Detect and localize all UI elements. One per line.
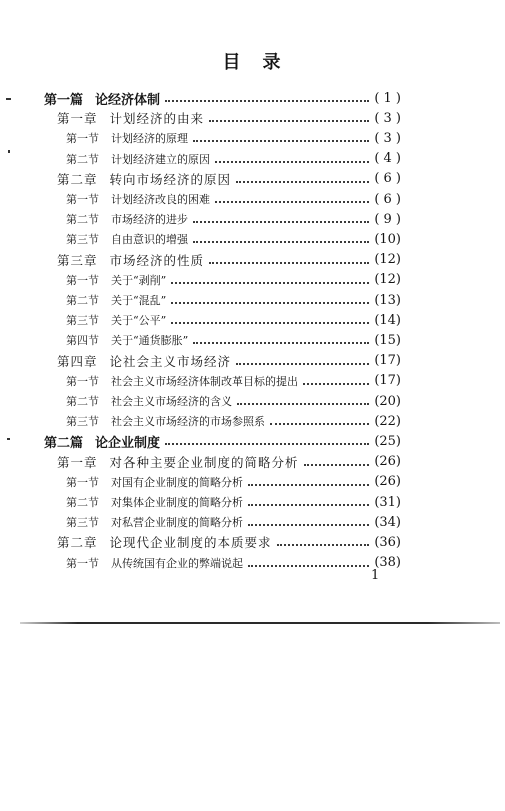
toc-entry bbox=[57, 250, 401, 270]
toc-leader-dots bbox=[248, 553, 369, 567]
toc-entry-page: (36) bbox=[374, 534, 401, 550]
toc-leader-dots bbox=[171, 310, 369, 324]
toc-leader-dots bbox=[171, 270, 369, 284]
toc-entry-label: 第一节 bbox=[66, 475, 99, 489]
toc-entry-label: 第四节 bbox=[66, 334, 99, 348]
toc-leader-dots bbox=[193, 209, 369, 223]
toc-entry bbox=[57, 169, 401, 189]
toc-entry bbox=[66, 149, 401, 169]
toc-entry-title: 关于“公平” bbox=[111, 314, 167, 328]
toc-entry-label: 第二节 bbox=[66, 294, 99, 307]
toc-entry-page: ( 3 ) bbox=[374, 110, 401, 126]
toc-entry-title: 论社会主义市场经济 bbox=[109, 353, 232, 369]
toc-leader-dots bbox=[193, 128, 369, 142]
toc-entry bbox=[66, 270, 401, 290]
toc-entry bbox=[44, 88, 401, 108]
toc-entry-title: 市场经济的进步 bbox=[111, 213, 188, 227]
toc-entry bbox=[66, 229, 401, 249]
toc-entry bbox=[66, 492, 401, 512]
toc-entry-page: ( 3 ) bbox=[374, 130, 401, 146]
scan-speck bbox=[8, 150, 10, 153]
toc-entry-label: 第一节 bbox=[66, 193, 99, 206]
toc-entry-title: 从传统国有企业的弊端说起 bbox=[111, 556, 243, 570]
toc-entry-title: 对各种主要企业制度的简略分析 bbox=[109, 454, 299, 470]
toc-entry-label: 第二节 bbox=[66, 496, 99, 509]
toc-entry-page: (10) bbox=[374, 231, 401, 247]
toc-entry-page: ( 9 ) bbox=[374, 211, 401, 227]
toc-entry bbox=[66, 472, 401, 492]
toc-leader-dots bbox=[237, 391, 369, 405]
toc-entry-title: 论现代企业制度的本质要求 bbox=[109, 535, 272, 551]
toc-entry-label: 第一节 bbox=[66, 374, 99, 388]
scan-speck bbox=[7, 438, 10, 440]
toc-entry-title: 计划经济的由来 bbox=[109, 111, 205, 127]
toc-entry-label: 第二节 bbox=[66, 395, 99, 408]
toc-entry bbox=[57, 108, 401, 128]
toc-entry-page: (12) bbox=[374, 272, 401, 288]
toc-entry-label: 第二章 bbox=[57, 535, 98, 551]
toc-entry-page: (26) bbox=[374, 474, 401, 490]
toc-entry-page: (12) bbox=[374, 252, 401, 268]
toc-entry-title: 计划经济建立的原因 bbox=[111, 152, 210, 166]
toc-leader-dots bbox=[270, 411, 369, 425]
toc-entry-label: 第二章 bbox=[57, 171, 98, 187]
toc-entry-page: (31) bbox=[374, 494, 401, 510]
toc-entry-page: ( 6 ) bbox=[374, 191, 401, 207]
toc-entry bbox=[57, 532, 401, 552]
toc-entry-label: 第一节 bbox=[66, 273, 99, 287]
toc-entry-page: (34) bbox=[374, 514, 401, 530]
toc-entry bbox=[66, 391, 401, 411]
toc-leader-dots bbox=[215, 149, 369, 163]
toc-entry-label: 第一章 bbox=[57, 111, 98, 127]
toc-entry-title: 论经济体制 bbox=[95, 92, 161, 108]
page-title: 目 录 bbox=[222, 52, 283, 73]
toc-leader-dots bbox=[209, 108, 369, 122]
toc-entry-label: 第二篇 bbox=[44, 435, 84, 451]
toc-entry-label: 第一节 bbox=[66, 132, 99, 146]
toc-entry-page: (15) bbox=[374, 332, 401, 348]
toc-entry-title: 关于“通货膨胀” bbox=[111, 334, 189, 348]
toc-entry bbox=[66, 371, 401, 391]
toc-entry bbox=[57, 452, 401, 472]
toc-entry bbox=[66, 189, 401, 209]
toc-leader-dots bbox=[248, 472, 369, 486]
toc-entry-page: (25) bbox=[374, 433, 401, 449]
scan-speck bbox=[6, 98, 11, 100]
toc-entry-title: 社会主义市场经济的含义 bbox=[111, 395, 232, 408]
toc-entry-title: 关于“剥削” bbox=[111, 273, 167, 287]
toc-entry bbox=[66, 512, 401, 532]
toc-leader-dots bbox=[248, 492, 369, 506]
toc-leader-dots bbox=[236, 169, 369, 183]
toc-leader-dots bbox=[171, 290, 369, 304]
toc-leader-dots bbox=[277, 532, 370, 546]
toc-entry-page: (22) bbox=[374, 413, 401, 429]
toc-entry bbox=[66, 128, 401, 148]
toc-entry-title: 对集体企业制度的简略分析 bbox=[111, 496, 243, 509]
toc-leader-dots bbox=[304, 452, 370, 466]
toc-entry-title: 计划经济改良的困难 bbox=[111, 193, 210, 206]
toc-entry-title: 关于“混乱” bbox=[111, 294, 167, 307]
toc-entry bbox=[57, 351, 401, 371]
toc-leader-dots bbox=[193, 330, 369, 344]
toc-entry bbox=[66, 209, 401, 229]
toc-entry-label: 第一章 bbox=[57, 454, 98, 470]
toc-entry-page: ( 6 ) bbox=[374, 171, 401, 187]
toc-leader-dots bbox=[303, 371, 369, 385]
toc-leader-dots bbox=[209, 250, 369, 264]
toc-entry-page: (20) bbox=[374, 393, 401, 409]
toc-entry-page: (14) bbox=[374, 312, 401, 328]
toc-entry-label: 第二节 bbox=[66, 152, 99, 166]
toc-entry-page: (26) bbox=[374, 454, 401, 470]
page-number: 1 bbox=[371, 568, 380, 583]
toc-entry-page: (38) bbox=[374, 555, 401, 571]
toc-entry bbox=[66, 330, 401, 350]
toc-leader-dots bbox=[236, 351, 369, 365]
toc-entry bbox=[66, 310, 401, 330]
toc-entry-title: 对私营企业制度的简略分析 bbox=[111, 516, 243, 530]
toc-leader-dots bbox=[193, 229, 369, 243]
toc-entry-label: 第一节 bbox=[66, 556, 99, 570]
toc-leader-dots bbox=[165, 88, 369, 102]
toc-entry-label: 第三节 bbox=[66, 233, 99, 247]
toc-entry-page: (13) bbox=[374, 292, 401, 308]
toc-entry-page: ( 4 ) bbox=[374, 151, 401, 167]
toc-leader-dots bbox=[248, 512, 369, 526]
toc-entry-page: (17) bbox=[374, 353, 401, 369]
toc-entry-title: 社会主义市场经济的市场参照系 bbox=[111, 415, 265, 429]
toc-entry-title: 转向市场经济的原因 bbox=[109, 171, 232, 187]
toc-leader-dots bbox=[215, 189, 369, 203]
toc-entry-page: ( 1 ) bbox=[374, 90, 401, 106]
toc-entry-title: 计划经济的原理 bbox=[111, 132, 188, 146]
toc-entry-label: 第三节 bbox=[66, 516, 99, 530]
toc-entry bbox=[44, 431, 401, 451]
toc-entry bbox=[66, 411, 401, 431]
toc-entry-label: 第三节 bbox=[66, 314, 99, 328]
toc-entry-label: 第一篇 bbox=[44, 92, 84, 108]
toc-entry-title: 自由意识的增强 bbox=[111, 233, 188, 247]
toc-entry-title: 市场经济的性质 bbox=[109, 252, 205, 268]
toc-entry-label: 第三节 bbox=[66, 415, 99, 429]
toc-entry bbox=[66, 290, 401, 310]
toc-entry-label: 第四章 bbox=[57, 353, 98, 369]
toc-entry bbox=[66, 553, 401, 573]
toc-entry-page: (17) bbox=[374, 373, 401, 389]
toc-entry-label: 第二节 bbox=[66, 213, 99, 227]
scan-border-line bbox=[20, 622, 500, 624]
toc-entry-title: 对国有企业制度的简略分析 bbox=[111, 475, 243, 489]
toc-entry-title: 论企业制度 bbox=[95, 435, 161, 451]
toc-entry-title: 社会主义市场经济体制改革目标的提出 bbox=[111, 374, 298, 388]
toc-leader-dots bbox=[165, 431, 369, 445]
toc-entry-label: 第三章 bbox=[57, 252, 98, 268]
